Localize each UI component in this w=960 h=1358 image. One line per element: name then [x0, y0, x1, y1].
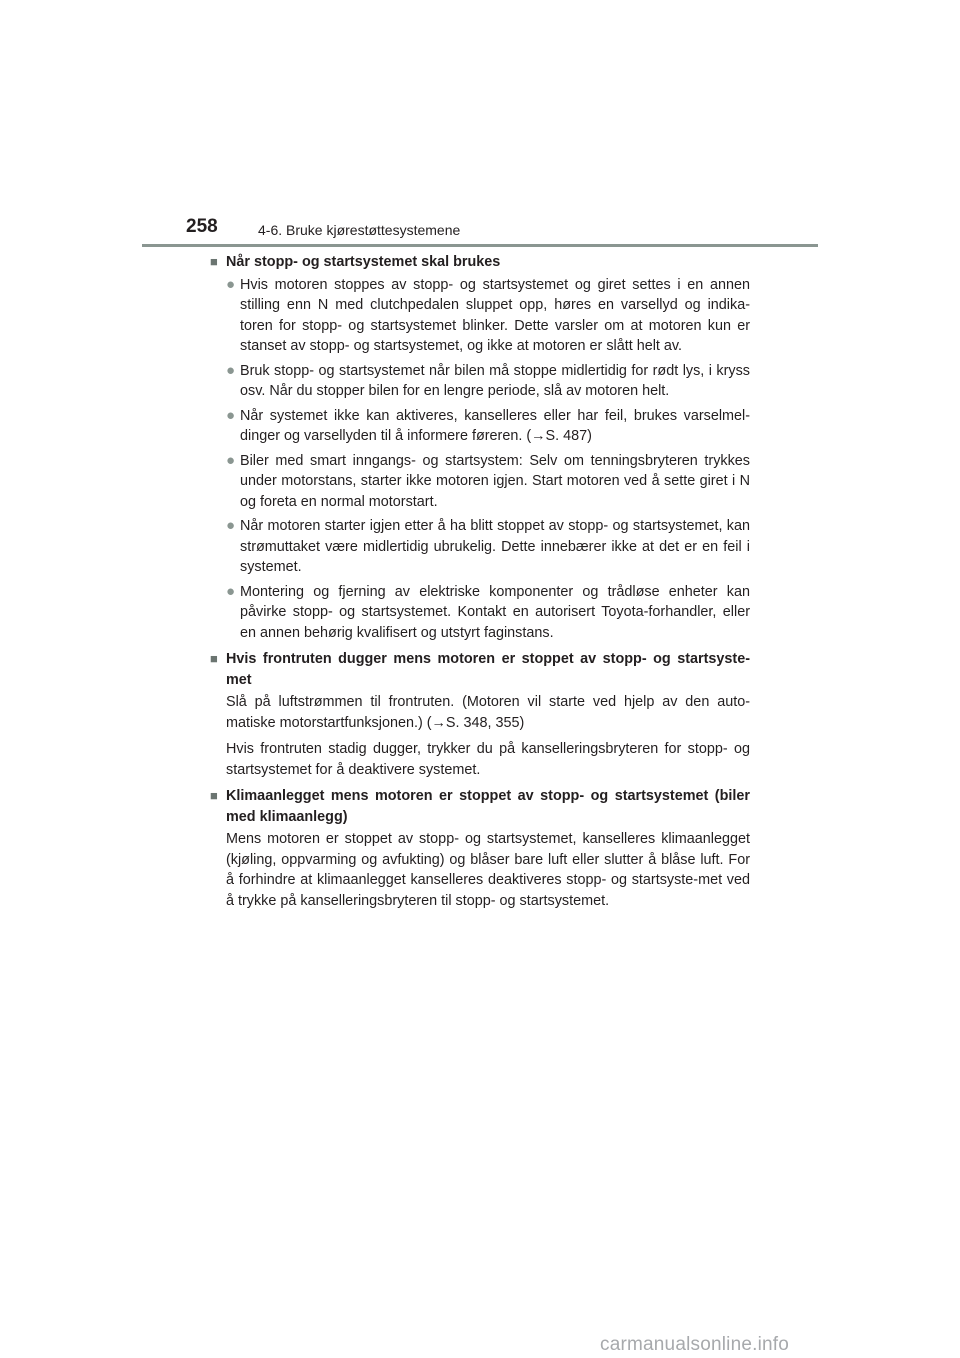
section-heading-text: Klimaanlegget mens motoren er stoppet av stopp- og startsystemet (biler med klimaanlegg) [226, 788, 750, 825]
section-heading-text: Hvis frontruten dugger mens motoren er stoppet av stopp- og startsyste-met [226, 651, 750, 688]
square-bullet-icon: ■ [210, 254, 218, 269]
header-divider [142, 244, 818, 247]
list-item [226, 361, 750, 402]
list-item-text: Bruk stopp- og startsystemet når bilen må stoppe midlertidig for rødt lys, i kryss osv. Når du stopper bilen for en lengre periode, slå av motoren helt. [240, 362, 750, 399]
list-item [226, 451, 750, 513]
page-content [210, 252, 750, 917]
round-bullet-icon: ● [226, 361, 236, 379]
list-item [226, 582, 750, 644]
round-bullet-icon: ● [226, 451, 236, 469]
round-bullet-icon: ● [226, 406, 236, 424]
section-heading [210, 786, 750, 827]
round-bullet-icon: ● [226, 582, 236, 600]
page-header [142, 216, 818, 246]
page-number: 258 [186, 216, 218, 237]
paragraph: Hvis frontruten stadig dugger, trykker du på kanselleringsbryteren for stopp- og startsystemet for å deaktivere systemet. [226, 741, 750, 778]
square-bullet-icon: ■ [210, 651, 218, 666]
section-heading [210, 649, 750, 690]
list-item [226, 275, 750, 357]
round-bullet-icon: ● [226, 275, 236, 293]
paragraph: Slå på luftstrømmen til frontruten. (Motoren vil starte ved hjelp av den auto-matiske motorstartfunksjonen.) (→S. 348, 355) [226, 694, 750, 731]
section-air-conditioning [210, 786, 750, 911]
section-heading-text: Når stopp- og startsystemet skal brukes [226, 254, 501, 270]
paragraph: Mens motoren er stoppet av stopp- og startsystemet, kanselleres klimaanlegget (kjøling, oppvarming og avfukting) og blåser bare luft eller slutter å blåse luft. For å forhindre at klimaanlegget kanselleres deaktiveres stopp- og startsyste-met ved å trykke på kanselleringsbryteren til stopp- og startsystemet. [226, 831, 750, 909]
chapter-title: 4-6. Bruke kjørestøttesystemene [258, 222, 461, 238]
section-windshield-fog [210, 649, 750, 780]
list-item-text: Når motoren starter igjen etter å ha blitt stoppet av stopp- og startsystemet, kan strømuttaket være midlertidig ubrukelig. Dette innebærer ikke at det er en feil i systemet. [240, 518, 750, 575]
square-bullet-icon: ■ [210, 788, 218, 803]
list-item [226, 406, 750, 447]
round-bullet-icon: ● [226, 517, 236, 534]
watermark: carmanualsonline.info [600, 1334, 790, 1355]
list-item-text: Montering og fjerning av elektriske komponenter og trådløse enheter kan påvirke stopp- og startsystemet. Kontakt en autorisert Toyota-forhandler, eller en annen behørig kvalifisert og utstyrt faginstans. [240, 583, 750, 641]
list-item [226, 516, 750, 578]
section-usage [210, 252, 750, 643]
list-item-text: Hvis motoren stoppes av stopp- og startsystemet og giret settes i en annen stilling enn N med clutchpedalen sluppet opp, høres en varsellyd og indika-toren for stopp- og startsystemet blinker. Dette varsler om at motoren kun er stanset av stopp- og startsystemet, og ikke at motoren er slått helt av. [240, 276, 750, 354]
section-heading [210, 252, 750, 273]
list-item-text: Når systemet ikke kan aktiveres, kanselleres eller har feil, brukes varselmel-dinger og varsellyden til å informere føreren. (→S. 487) [240, 407, 750, 444]
list-item-text: Biler med smart inngangs- og startsystem: Selv om tenningsbryteren trykkes under motorstans, starter ikke motoren igjen. Start motoren ved å sette giret i N og foreta en normal motorstart. [240, 452, 750, 510]
bullet-list [210, 275, 750, 644]
